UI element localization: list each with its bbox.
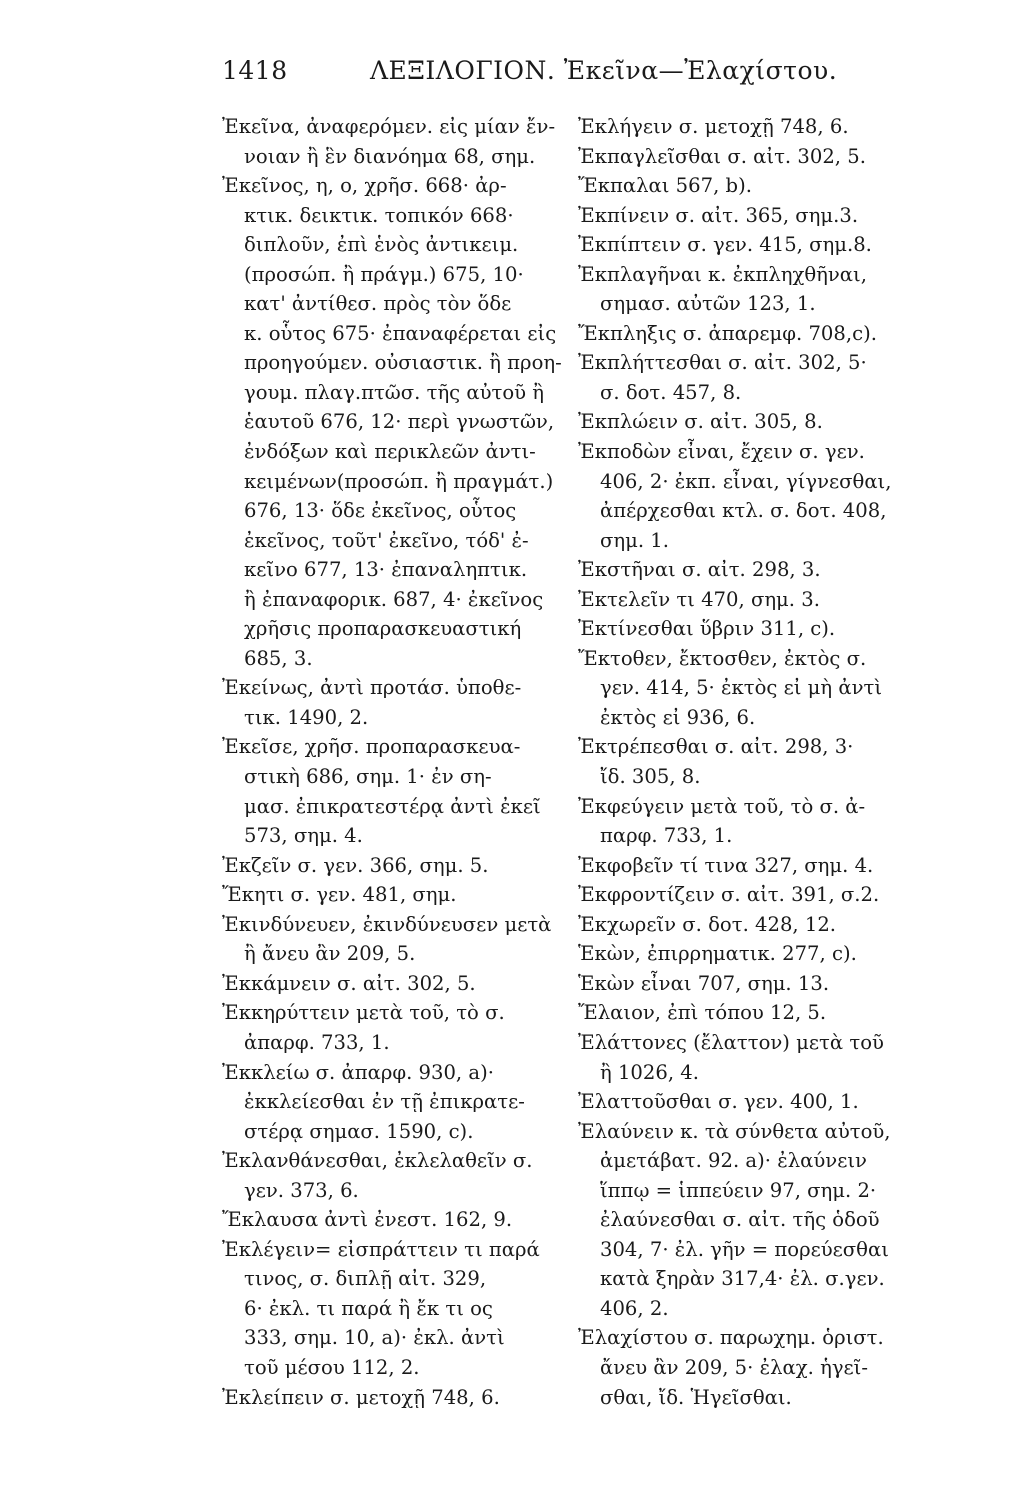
entry-continuation-line: τινος, σ. διπλῇ αἰτ. 329, bbox=[244, 1267, 487, 1291]
entry-continuation-line: ἐκτὸς εἰ 936, 6. bbox=[600, 705, 756, 729]
entry-continuation-line: προηγούμεν. οὐσιαστικ. ἢ προη- bbox=[244, 351, 562, 375]
entry-continuation-line: κατ' ἀντίθεσ. πρὸς τὸν ὅδε bbox=[244, 292, 512, 316]
entry-continuation-line: κ. οὗτος 675· ἐπαναφέρεται εἰς bbox=[244, 321, 557, 345]
entry-continuation-line: κτικ. δεικτικ. τοπικόν 668· bbox=[244, 203, 514, 227]
entry-continuation-line: 685, 3. bbox=[244, 646, 313, 670]
entry-headword-line: Ἐκεῖνος, η, ο, χρῆσ. 668· ἀρ- bbox=[222, 174, 507, 198]
entry-continuation-line: ἢ ἐπαναφορικ. 687, 4· ἐκεῖνος bbox=[244, 587, 544, 611]
entry-continuation-line: κεῖνο 677, 13· ἐπαναληπτικ. bbox=[244, 558, 528, 582]
entry-headword-line: Ἐκκάμνειν σ. αἰτ. 302, 5. bbox=[222, 971, 476, 995]
entry-continuation-line: 333, σημ. 10, a)· ἐκλ. ἀντὶ bbox=[244, 1326, 505, 1350]
entry-headword-line: Ἔκλαυσα ἀντὶ ἐνεστ. 162, 9. bbox=[222, 1208, 513, 1232]
entry-continuation-line: ἐνδόξων καὶ περικλεῶν ἀντι- bbox=[244, 440, 536, 464]
page-number: 1418 bbox=[222, 56, 288, 85]
entry-continuation-line: κειμένων(προσώπ. ἢ πραγμάτ.) bbox=[244, 469, 554, 493]
entry-headword-line: Ἑκὼν, ἐπιρρηματικ. 277, c). bbox=[578, 942, 857, 966]
entry-headword-line: Ἐλαύνειν κ. τὰ σύνθετα αὐτοῦ, bbox=[578, 1119, 891, 1143]
entry-headword-line: Ἐκτίνεσθαι ὕβριν 311, c). bbox=[578, 617, 836, 641]
left-column bbox=[222, 112, 562, 1412]
entry-headword-line: Ἐκλήγειν σ. μετοχῇ 748, 6. bbox=[578, 115, 849, 138]
entry-headword-line: Ἔλαιον, ἐπὶ τόπου 12, 5. bbox=[578, 1001, 827, 1025]
entry-continuation-line: σθαι, ἴδ. Ἡγεῖσθαι. bbox=[600, 1385, 792, 1409]
entry-headword-line: Ἐκείνως, ἀντὶ προτάσ. ὑποθε- bbox=[222, 676, 522, 700]
entry-continuation-line: ἐλαύνεσθαι σ. αἰτ. τῆς ὁδοῦ bbox=[600, 1208, 880, 1232]
entry-continuation-line: ἀπέρχεσθαι κτλ. σ. δοτ. 408, bbox=[600, 499, 887, 523]
entry-headword-line: Ἐκλείπειν σ. μετοχῇ 748, 6. bbox=[222, 1385, 500, 1409]
entry-headword-line: Ἔκπαλαι 567, b). bbox=[578, 174, 752, 198]
entry-continuation-line: γεν. 414, 5· ἐκτὸς εἰ μὴ ἀντὶ bbox=[600, 676, 883, 700]
entry-headword-line: Ἐκτρέπεσθαι σ. αἰτ. 298, 3· bbox=[578, 735, 854, 759]
entry-continuation-line: διπλοῦν, ἐπὶ ἑνὸς ἀντικειμ. bbox=[244, 233, 519, 257]
entry-continuation-line: ἄνευ ἂν 209, 5· ἐλαχ. ἡγεῖ- bbox=[600, 1355, 868, 1379]
entry-continuation-line: 304, 7· ἐλ. γῆν = πορεύεσθαι bbox=[600, 1237, 889, 1261]
entry-continuation-line: 6· ἐκλ. τι παρά ἢ ἔκ τι ος bbox=[244, 1296, 493, 1320]
entry-headword-line: Ἐκπίνειν σ. αἰτ. 365, σημ.3. bbox=[578, 203, 859, 227]
entry-continuation-line: 573, σημ. 4. bbox=[244, 824, 363, 848]
entry-headword-line: Ἐκινδύνευεν, ἐκινδύνευσεν μετὰ bbox=[222, 912, 552, 936]
entry-headword-line: Ἔκητι σ. γεν. 481, σημ. bbox=[222, 883, 457, 907]
entry-continuation-line: νοιαν ἢ ἓν διανόημα 68, σημ. bbox=[244, 144, 536, 168]
entry-continuation-line: ἴδ. 305, 8. bbox=[600, 765, 701, 789]
entry-headword-line: Ἐκπλαγῆναι κ. ἐκπληχθῆναι, bbox=[578, 262, 867, 286]
entry-headword-line: Ἐκζεῖν σ. γεν. 366, σημ. 5. bbox=[222, 853, 489, 877]
running-title: ΛΕΞΙΛΟΓΙΟΝ. Ἐκεῖνα—Ἐλαχίστου. bbox=[370, 56, 838, 85]
entry-headword-line: Ἐκποδὼν εἶναι, ἔχειν σ. γεν. bbox=[578, 440, 865, 464]
entry-continuation-line: 676, 13· ὅδε ἐκεῖνος, οὗτος bbox=[244, 499, 517, 523]
entry-continuation-line: ἀπαρφ. 733, 1. bbox=[244, 1030, 390, 1054]
entry-headword-line: Ἔκτοθεν, ἔκτοσθεν, ἐκτὸς σ. bbox=[578, 646, 867, 670]
entry-headword-line: Ἐκστῆναι σ. αἰτ. 298, 3. bbox=[578, 558, 821, 582]
entry-headword-line: Ἑκὼν εἶναι 707, σημ. 13. bbox=[578, 971, 830, 995]
entry-headword-line: Ἔκπληξις σ. ἀπαρεμφ. 708,c). bbox=[578, 321, 877, 345]
running-header bbox=[222, 56, 838, 96]
entry-continuation-line: στικὴ 686, σημ. 1· ἐν ση- bbox=[244, 765, 492, 789]
entry-continuation-line: χρῆσις προπαρασκευαστική bbox=[244, 617, 522, 641]
entry-headword-line: Ἐκπαγλεῖσθαι σ. αἰτ. 302, 5. bbox=[578, 144, 866, 168]
entry-headword-line: Ἐκλανθάνεσθαι, ἐκλελαθεῖν σ. bbox=[222, 1149, 533, 1173]
entry-continuation-line: σημασ. αὐτῶν 123, 1. bbox=[600, 292, 816, 316]
entry-headword-line: Ἐκπλήττεσθαι σ. αἰτ. 302, 5· bbox=[578, 351, 867, 375]
entry-headword-line: Ἐκπλώειν σ. αἰτ. 305, 8. bbox=[578, 410, 823, 434]
right-column bbox=[578, 112, 918, 1412]
entry-continuation-line: (προσώπ. ἢ πράγμ.) 675, 10· bbox=[244, 262, 524, 286]
entry-continuation-line: παρφ. 733, 1. bbox=[600, 824, 733, 848]
entry-headword-line: Ἐκφοβεῖν τί τινα 327, σημ. 4. bbox=[578, 853, 874, 877]
entry-continuation-line: στέρᾳ σημασ. 1590, c). bbox=[244, 1119, 474, 1143]
entry-continuation-line: σημ. 1. bbox=[600, 528, 669, 552]
entry-continuation-line: ἐκκλείεσθαι ἐν τῇ ἐπικρατε- bbox=[244, 1090, 525, 1114]
entry-continuation-line: 406, 2· ἐκπ. εἶναι, γίγνεσθαι, bbox=[600, 469, 892, 493]
entry-headword-line: Ἐκπίπτειν σ. γεν. 415, σημ.8. bbox=[578, 233, 872, 257]
entry-continuation-line: ἢ 1026, 4. bbox=[600, 1060, 699, 1084]
entry-continuation-line: τοῦ μέσου 112, 2. bbox=[244, 1355, 420, 1379]
entry-continuation-line: κατὰ ξηρὰν 317,4· ἐλ. σ.γεν. bbox=[600, 1267, 885, 1291]
entry-headword-line: Ἐκκλείω σ. ἀπαρφ. 930, a)· bbox=[222, 1060, 494, 1084]
entry-continuation-line: γουμ. πλαγ.πτῶσ. τῆς αὐτοῦ ἢ bbox=[244, 380, 545, 404]
entry-headword-line: Ἐκφεύγειν μετὰ τοῦ, τὸ σ. ἀ- bbox=[578, 794, 866, 818]
entry-headword-line: Ἐκεῖσε, χρῆσ. προπαρασκευα- bbox=[222, 735, 521, 759]
entry-continuation-line: σ. δοτ. 457, 8. bbox=[600, 380, 742, 404]
entry-continuation-line: γεν. 373, 6. bbox=[244, 1178, 359, 1202]
entry-continuation-line: ἑαυτοῦ 676, 12· περὶ γνωστῶν, bbox=[244, 410, 555, 434]
entry-headword-line: Ἐκχωρεῖν σ. δοτ. 428, 12. bbox=[578, 912, 837, 936]
entry-continuation-line: ἀμετάβατ. 92. a)· ἐλαύνειν bbox=[600, 1149, 867, 1173]
entry-headword-line: Ἐκτελεῖν τι 470, σημ. 3. bbox=[578, 587, 820, 611]
entry-headword-line: Ἐκφροντίζειν σ. αἰτ. 391, σ.2. bbox=[578, 883, 880, 907]
entry-headword-line: Ἐκλέγειν= εἰσπράττειν τι παρά bbox=[222, 1237, 540, 1261]
entry-continuation-line: μασ. ἐπικρατεστέρᾳ ἀντὶ ἐκεῖ bbox=[244, 794, 541, 818]
entry-continuation-line: ἵππῳ = ἱππεύειν 97, σημ. 2· bbox=[600, 1178, 877, 1202]
entry-continuation-line: 406, 2. bbox=[600, 1296, 669, 1320]
entry-continuation-line: τικ. 1490, 2. bbox=[244, 705, 369, 729]
entry-headword-line: Ἐλαττοῦσθαι σ. γεν. 400, 1. bbox=[578, 1090, 859, 1114]
entry-headword-line: Ἐκκηρύττειν μετὰ τοῦ, τὸ σ. bbox=[222, 1001, 505, 1025]
entry-continuation-line: ἢ ἄνευ ἂν 209, 5. bbox=[244, 942, 416, 966]
entry-continuation-line: ἐκεῖνος, τοῦτ' ἐκεῖνο, τόδ' ἐ- bbox=[244, 528, 529, 552]
entry-headword-line: Ἐλάττονες (ἔλαττον) μετὰ τοῦ bbox=[578, 1030, 884, 1054]
entry-headword-line: Ἐλαχίστου σ. παρωχημ. ὁριστ. bbox=[578, 1326, 884, 1350]
entry-headword-line: Ἐκεῖνα, ἀναφερόμεν. εἰς μίαν ἔν- bbox=[222, 115, 556, 138]
